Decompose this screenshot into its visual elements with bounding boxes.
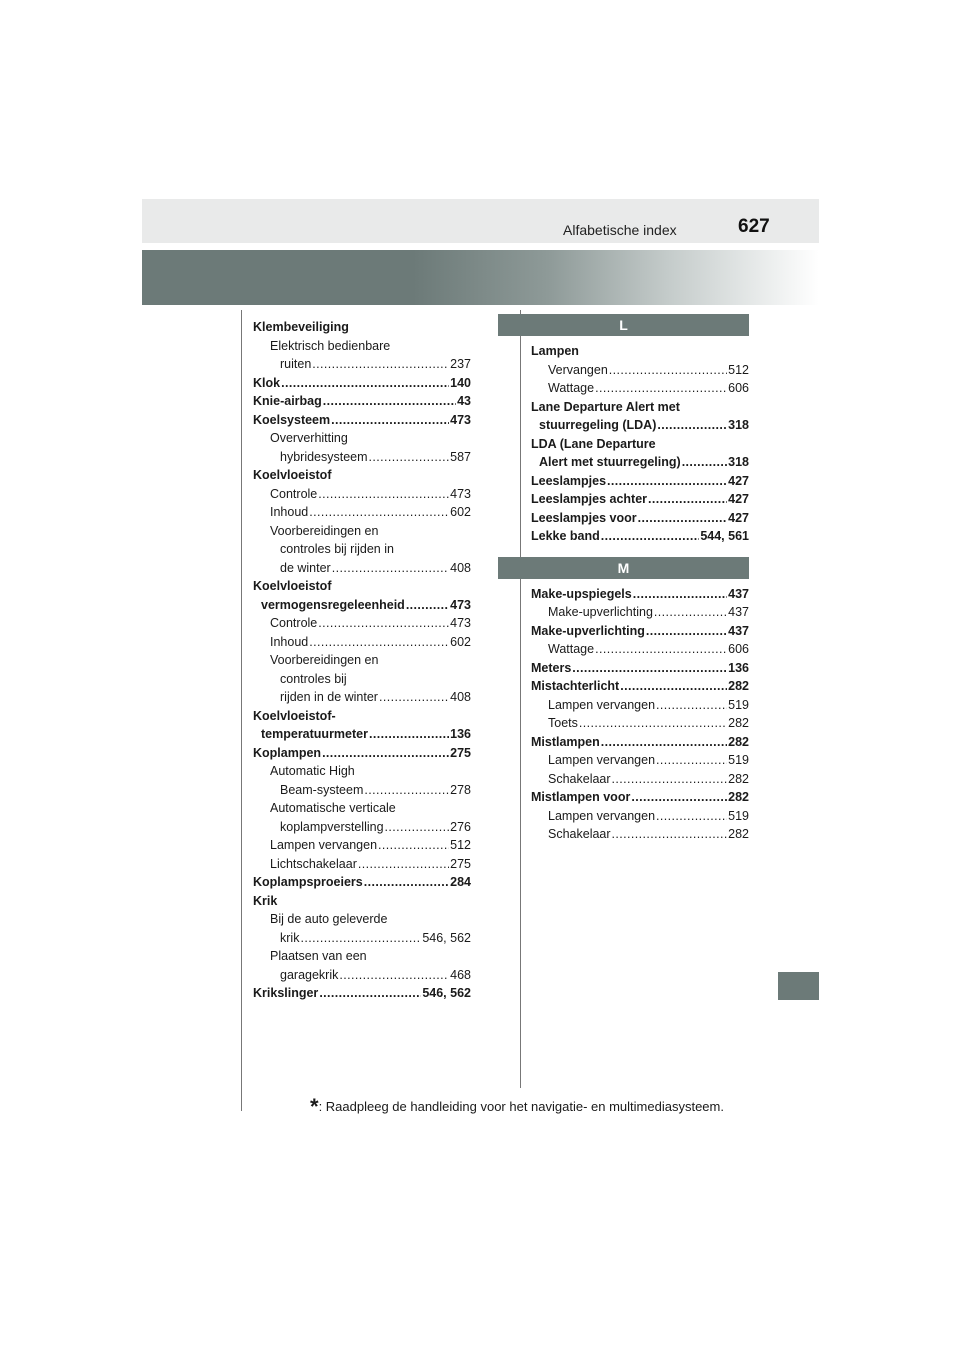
dot-leader xyxy=(309,633,449,652)
index-entry xyxy=(253,929,471,948)
index-term: rijden in de winter xyxy=(280,690,378,704)
index-page-ref: 427 xyxy=(728,492,749,506)
index-term: Make-upverlichting xyxy=(548,605,653,619)
index-entry xyxy=(253,355,471,374)
dot-leader xyxy=(322,744,449,763)
index-entry xyxy=(253,892,471,911)
index-entry xyxy=(253,984,471,1003)
index-entry xyxy=(253,411,471,430)
index-page-ref: 282 xyxy=(728,734,749,749)
index-page-ref: 544, 561 xyxy=(700,529,749,543)
index-entry xyxy=(253,337,471,356)
index-term: Koelvloeistof xyxy=(253,579,332,593)
index-entry xyxy=(253,818,471,837)
index-entry xyxy=(253,855,471,874)
dot-leader xyxy=(364,873,449,892)
index-entry xyxy=(253,707,471,726)
index-entry xyxy=(253,374,471,393)
index-entry xyxy=(531,416,749,435)
index-term: Lampen vervangen xyxy=(548,808,656,823)
index-entry xyxy=(253,559,471,578)
index-term: Controle xyxy=(270,486,318,501)
index-page-ref: 512 xyxy=(450,838,471,852)
index-term: Meters xyxy=(531,660,572,675)
index-entry xyxy=(531,677,749,696)
index-term: Klok xyxy=(253,375,281,390)
index-page-ref: 318 xyxy=(728,418,749,432)
index-entry xyxy=(531,527,749,546)
index-page-ref: 408 xyxy=(450,690,471,704)
section-letter-l: L xyxy=(498,314,749,336)
index-page-ref: 276 xyxy=(450,819,471,834)
index-entry xyxy=(531,603,749,622)
index-term: hybridesysteem xyxy=(280,449,368,464)
dot-leader xyxy=(601,733,727,752)
index-term: Wattage xyxy=(548,381,595,395)
index-entry xyxy=(531,435,749,454)
index-entry xyxy=(253,966,471,985)
footnote xyxy=(310,1094,724,1120)
index-term: Koplampsproeiers xyxy=(253,875,363,889)
index-page-ref: 437 xyxy=(728,623,749,638)
index-term: Make-upspiegels xyxy=(531,586,632,601)
index-page-ref: 427 xyxy=(728,510,749,525)
dot-leader xyxy=(364,781,449,800)
index-entry xyxy=(253,781,471,800)
index-entry xyxy=(531,379,749,398)
footnote-marker: * xyxy=(310,1094,319,1119)
index-page-ref: 546, 562 xyxy=(422,986,471,1000)
index-page-ref: 473 xyxy=(450,412,471,427)
index-page-ref: 275 xyxy=(450,745,471,760)
index-page-ref: 473 xyxy=(450,486,471,501)
index-page-ref: 136 xyxy=(728,660,749,675)
index-entry xyxy=(253,522,471,541)
index-term: Make-upverlichting xyxy=(531,623,645,638)
index-term: Schakelaar xyxy=(548,771,611,786)
index-term: garagekrik xyxy=(280,967,339,982)
index-page-ref: 468 xyxy=(450,967,471,982)
dot-leader xyxy=(646,622,727,641)
index-entry xyxy=(253,651,471,670)
left-column-rule xyxy=(241,310,242,1111)
index-term: temperatuurmeter xyxy=(261,727,368,741)
index-term: Koelvloeistof- xyxy=(253,708,336,723)
chapter-tab xyxy=(778,972,819,1000)
dot-leader xyxy=(657,416,727,435)
index-page-ref: 275 xyxy=(450,856,471,871)
index-term: Mistlampen voor xyxy=(531,790,631,804)
index-term: vermogensregeleenheid xyxy=(261,597,405,612)
dot-leader xyxy=(656,807,727,826)
index-entry xyxy=(253,836,471,855)
dot-leader xyxy=(300,929,421,948)
index-term: Koplampen xyxy=(253,745,322,760)
index-term: Lampen vervangen xyxy=(548,697,656,712)
index-entry xyxy=(531,751,749,770)
index-term: Plaatsen van een xyxy=(270,949,367,963)
index-entry xyxy=(253,577,471,596)
index-entry xyxy=(253,448,471,467)
index-entry xyxy=(253,429,471,448)
dot-leader xyxy=(601,527,700,546)
index-term: Lampen vervangen xyxy=(548,753,656,767)
index-term: Leeslampjes achter xyxy=(531,492,648,506)
index-term: Krikslinger xyxy=(253,986,319,1000)
section-letter-m: M xyxy=(498,557,749,579)
index-page-ref: 602 xyxy=(450,505,471,519)
index-page-ref: 136 xyxy=(450,727,471,741)
dot-leader xyxy=(319,984,421,1003)
dot-leader xyxy=(631,788,727,807)
index-entry xyxy=(253,670,471,689)
index-page-ref: 282 xyxy=(728,827,749,841)
index-term: controles bij xyxy=(280,671,347,686)
index-page-ref: 278 xyxy=(450,782,471,797)
dot-leader xyxy=(656,696,727,715)
index-entry xyxy=(531,509,749,528)
index-entry xyxy=(531,733,749,752)
dot-leader xyxy=(281,374,449,393)
header-gradient-band xyxy=(142,250,819,305)
dot-leader xyxy=(369,448,450,467)
index-entry xyxy=(531,788,749,807)
index-page-ref: 606 xyxy=(728,381,749,395)
index-term: Mistachterlicht xyxy=(531,679,620,693)
index-page-ref: 282 xyxy=(728,771,749,786)
index-page-ref: 437 xyxy=(728,586,749,601)
page-number: 627 xyxy=(738,216,770,237)
dot-leader xyxy=(572,659,727,678)
index-entry xyxy=(253,485,471,504)
index-entry xyxy=(253,762,471,781)
dot-leader xyxy=(312,355,449,374)
index-term: Beam-systeem xyxy=(280,782,364,797)
index-page-ref: 282 xyxy=(728,716,749,730)
index-page-ref: 282 xyxy=(728,790,749,804)
index-entry xyxy=(253,799,471,818)
index-page-ref: 519 xyxy=(728,697,749,712)
index-page-ref: 606 xyxy=(728,642,749,656)
index-page-ref: 473 xyxy=(450,616,471,630)
index-page-ref: 140 xyxy=(450,375,471,390)
index-entry xyxy=(531,622,749,641)
index-entry xyxy=(531,361,749,380)
index-term: Bij de auto geleverde xyxy=(270,912,388,926)
footnote-text: : Raadpleeg de handleiding voor het navigatie- en multimediasysteem. xyxy=(318,1099,724,1114)
index-entry xyxy=(253,318,471,337)
index-page-ref: 318 xyxy=(728,455,749,469)
dot-leader xyxy=(612,825,728,844)
dot-leader xyxy=(331,411,449,430)
index-entry xyxy=(253,503,471,522)
index-term: LDA (Lane Departure xyxy=(531,436,656,451)
index-column-left xyxy=(253,318,471,1003)
dot-leader xyxy=(654,603,727,622)
dot-leader xyxy=(620,677,727,696)
index-entry xyxy=(253,744,471,763)
index-term: krik xyxy=(280,930,300,945)
index-term: Lichtschakelaar xyxy=(270,856,357,871)
dot-leader xyxy=(656,751,727,770)
index-term: Lampen xyxy=(531,344,579,358)
index-page-ref: 473 xyxy=(450,597,471,612)
index-entry xyxy=(531,696,749,715)
dot-leader xyxy=(309,503,449,522)
index-entry xyxy=(253,633,471,652)
index-term: Lekke band xyxy=(531,529,600,543)
index-page-ref: 43 xyxy=(457,394,471,408)
index-page-ref: 587 xyxy=(450,449,471,464)
index-term: Klembeveiliging xyxy=(253,320,349,334)
dot-leader xyxy=(648,490,727,509)
index-term: Leeslampjes voor xyxy=(531,510,637,525)
index-term: Koelvloeistof xyxy=(253,468,332,482)
index-term: koplampverstelling xyxy=(280,819,384,834)
dot-leader xyxy=(633,585,727,604)
dot-leader xyxy=(638,509,728,528)
index-page-ref: 427 xyxy=(728,473,749,488)
index-page-ref: 602 xyxy=(450,634,471,649)
index-term: Voorbereidingen en xyxy=(270,653,379,667)
dot-leader xyxy=(595,640,727,659)
index-term: de winter xyxy=(280,560,331,575)
index-term: Lane Departure Alert met xyxy=(531,399,680,414)
index-entry xyxy=(253,947,471,966)
index-page-ref: 282 xyxy=(728,679,749,693)
dot-leader xyxy=(318,614,449,633)
index-term: Wattage xyxy=(548,642,595,656)
index-entry xyxy=(253,466,471,485)
index-term: Mistlampen xyxy=(531,734,600,749)
index-term: Inhoud xyxy=(270,505,309,519)
index-entry xyxy=(531,342,749,361)
index-page-ref: 437 xyxy=(728,605,749,619)
index-term: Alert met stuurregeling) xyxy=(539,455,681,469)
index-page-ref: 546, 562 xyxy=(422,930,471,945)
index-page-ref: 284 xyxy=(450,875,471,889)
index-entry xyxy=(253,540,471,559)
index-page-ref: 519 xyxy=(728,753,749,767)
index-entry xyxy=(531,585,749,604)
index-entry xyxy=(253,725,471,744)
index-term: Lampen vervangen xyxy=(270,838,378,852)
index-page-ref: 512 xyxy=(728,362,749,377)
index-term: Oververhitting xyxy=(270,431,348,445)
index-entry xyxy=(253,688,471,707)
index-entry xyxy=(531,640,749,659)
header-bar xyxy=(142,199,819,243)
dot-leader xyxy=(358,855,449,874)
index-entry xyxy=(253,596,471,615)
dot-leader xyxy=(339,966,449,985)
index-term: Schakelaar xyxy=(548,827,611,841)
index-term: Voorbereidingen en xyxy=(270,523,379,538)
index-entry xyxy=(531,398,749,417)
index-entry xyxy=(531,659,749,678)
index-page-ref: 408 xyxy=(450,560,471,575)
dot-leader xyxy=(332,559,449,578)
dot-leader xyxy=(318,485,449,504)
index-entry xyxy=(531,453,749,472)
index-term: Koelsysteem xyxy=(253,412,331,427)
dot-leader xyxy=(595,379,727,398)
dot-leader xyxy=(369,725,449,744)
index-term: stuurregeling (LDA) xyxy=(539,418,657,432)
dot-leader xyxy=(385,818,450,837)
index-term: Controle xyxy=(270,616,318,630)
index-entry xyxy=(253,392,471,411)
index-entry xyxy=(531,490,749,509)
index-entry xyxy=(531,770,749,789)
section-title: Alfabetische index xyxy=(563,222,677,238)
index-entry xyxy=(531,714,749,733)
index-term: ruiten xyxy=(280,357,312,371)
index-term: Toets xyxy=(548,716,578,730)
index-term: Elektrisch bedienbare xyxy=(270,338,391,353)
index-term: Knie-airbag xyxy=(253,394,322,408)
column-divider xyxy=(520,310,521,1088)
index-entry xyxy=(253,873,471,892)
index-term: controles bij rijden in xyxy=(280,542,394,556)
index-entry xyxy=(253,614,471,633)
index-entry xyxy=(531,807,749,826)
dot-leader xyxy=(607,472,727,491)
dot-leader xyxy=(323,392,456,411)
index-term: Leeslampjes xyxy=(531,473,607,488)
index-entry xyxy=(531,472,749,491)
index-term: Krik xyxy=(253,893,278,908)
index-term: Vervangen xyxy=(548,362,608,377)
index-term: Automatic High xyxy=(270,764,355,778)
dot-leader xyxy=(378,836,449,855)
dot-leader xyxy=(406,596,449,615)
dot-leader xyxy=(379,688,449,707)
index-column-right xyxy=(531,318,749,844)
index-page-ref: 237 xyxy=(450,357,471,371)
index-term: Automatische verticale xyxy=(270,801,396,815)
dot-leader xyxy=(682,453,727,472)
index-entry xyxy=(253,910,471,929)
index-term: Inhoud xyxy=(270,634,309,649)
dot-leader xyxy=(612,770,728,789)
dot-leader xyxy=(609,361,727,380)
dot-leader xyxy=(579,714,727,733)
index-entry xyxy=(531,825,749,844)
index-page-ref: 519 xyxy=(728,808,749,823)
